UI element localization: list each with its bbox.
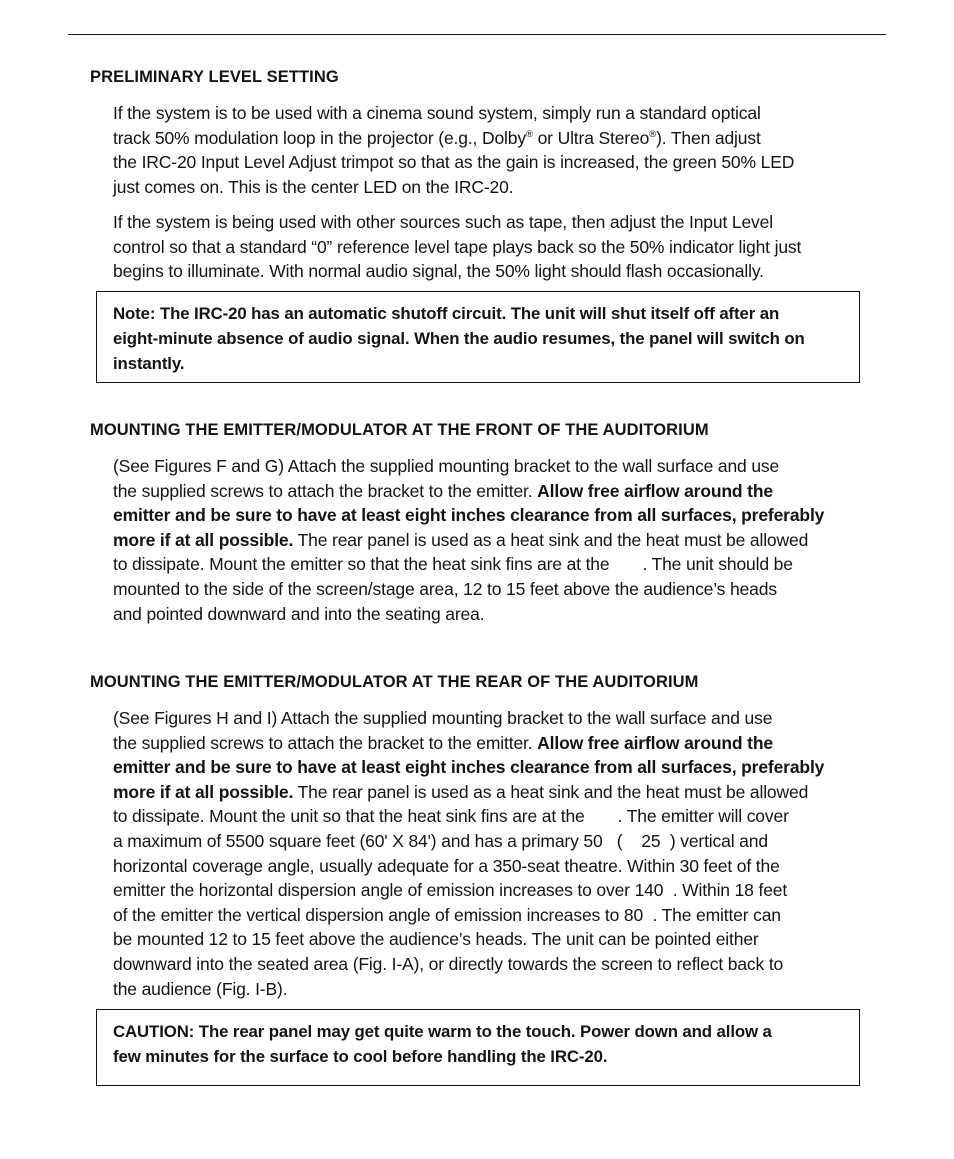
text-line [113,755,848,780]
text-line: just comes on. This is the center LED on the IRC-20. [113,176,514,197]
text-line: a maximum of 5500 square feet (60' X 84') and has a primary 50 ( 25 ) vertical and [113,830,768,851]
front-mounting-paragraph [113,454,848,626]
front-mounting-heading: MOUNTING THE EMITTER/MODULATOR AT THE FRONT OF THE AUDITORIUM [90,421,709,439]
text-run: The rear panel is used as a heat sink and the heat must be allowed [293,781,809,802]
preliminary-paragraph-2 [113,210,848,284]
text-line: horizontal coverage angle, usually adequate for a 350-seat theatre. Within 30 feet of the [113,855,780,876]
text-line: instantly. [113,354,185,373]
registered-mark: ® [525,128,533,140]
text-line: If the system is being used with other sources such as tape, then adjust the Input Level [113,212,773,232]
text-run: or Ultra Stereo [532,127,650,148]
text-line [113,780,848,805]
text-line: the IRC-20 Input Level Adjust trimpot so that as the gain is increased, the green 50% LED [113,152,795,173]
rear-mounting-heading: MOUNTING THE EMITTER/MODULATOR AT THE REAR OF THE AUDITORIUM [90,673,699,691]
text-line: CAUTION: The rear panel may get quite warm to the touch. Power down and allow a [113,1022,772,1041]
text-line: (See Figures F and G) Attach the supplied mounting bracket to the wall surface and use [113,456,780,476]
text-run: the supplied screws to attach the bracket to the emitter. [113,732,538,753]
bold-text: Allow free airflow around the [537,480,773,501]
text-line: the audience (Fig. I-B). [113,978,288,999]
text-run: track 50% modulation loop in the projector (e.g., Dolby [113,127,526,148]
text-line: to dissipate. Mount the unit so that the heat sink fins are at the . The emitter will cover [113,806,789,827]
text-line: Note: The IRC-20 has an automatic shutoff circuit. The unit will shut itself off after an [113,304,780,323]
caution-box [96,1009,860,1086]
registered-mark: ® [649,128,657,140]
note-box [96,291,860,383]
text-line [113,731,848,756]
text-line: to dissipate. Mount the emitter so that the heat sink fins are at the . The unit should be [113,554,793,575]
text-line: few minutes for the surface to cool before handling the IRC-20. [113,1047,608,1066]
text-line: If the system is to be used with a cinema sound system, simply run a standard optical [113,103,761,123]
text-line [113,126,848,151]
bold-text: more if at all possible. [113,781,294,802]
text-line: eight-minute absence of audio signal. When the audio resumes, the panel will switch on [113,329,805,348]
text-line: emitter the horizontal dispersion angle of emission increases to over 140 . Within 18 feet [113,880,788,901]
bold-text: emitter and be sure to have at least eight inches clearance from all surfaces, preferably [113,757,825,778]
text-line: mounted to the side of the screen/stage area, 12 to 15 feet above the audience’s heads [113,578,777,599]
caution-text [113,1019,843,1069]
rear-mounting-paragraph [113,706,848,1001]
bold-text: more if at all possible. [113,529,294,550]
text-line: begins to illuminate. With normal audio signal, the 50% light should flash occasionally. [113,261,764,282]
preliminary-heading: PRELIMINARY LEVEL SETTING [90,68,339,86]
text-run: ). Then adjust [656,127,761,148]
text-line [113,503,848,528]
preliminary-paragraph-1 [113,101,848,199]
text-run: the supplied screws to attach the bracket to the emitter. [113,480,538,501]
text-line: downward into the seated area (Fig. I-A), or directly towards the screen to reflect back to [113,953,784,974]
text-line: (See Figures H and I) Attach the supplied mounting bracket to the wall surface and use [113,708,773,728]
text-line: and pointed downward and into the seating area. [113,603,485,624]
text-line: of the emitter the vertical dispersion angle of emission increases to 80 . The emitter can [113,904,781,925]
text-run: The rear panel is used as a heat sink and the heat must be allowed [293,529,809,550]
bold-text: emitter and be sure to have at least eight inches clearance from all surfaces, preferably [113,505,825,526]
note-text [113,301,843,376]
text-line [113,479,848,504]
text-line [113,528,848,553]
top-rule [68,34,886,35]
bold-text: Allow free airflow around the [537,732,773,753]
text-line: be mounted 12 to 15 feet above the audience’s heads. The unit can be pointed either [113,929,759,950]
text-line: control so that a standard “0” reference level tape plays back so the 50% indicator light just [113,236,802,257]
